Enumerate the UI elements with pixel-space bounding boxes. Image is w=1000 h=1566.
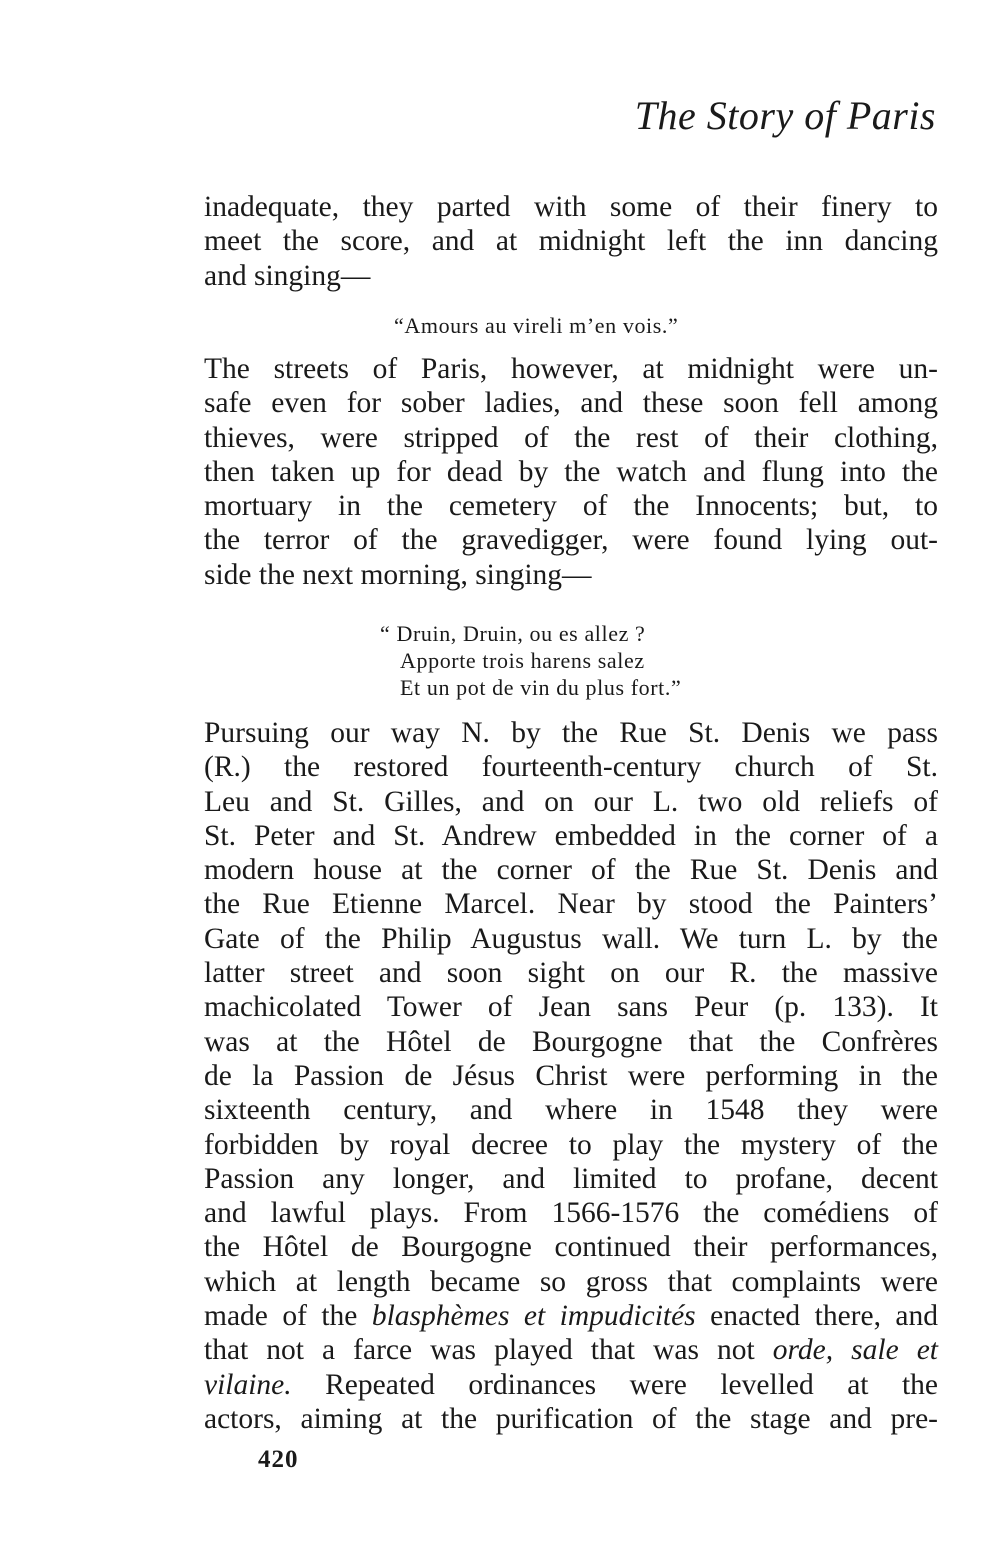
verse-line: “Amours au vireli m’en vois.”: [394, 313, 679, 338]
running-head-title: The Story of Paris: [634, 93, 936, 138]
text-line: [204, 1333, 938, 1367]
text-line: then taken up for dead by the watch and flung into the: [204, 455, 938, 488]
text-line: modern house at the corner of the Rue St. Denis and: [204, 854, 938, 887]
text-run: Repeated ordinances were levelled at the: [291, 1368, 938, 1401]
text-line: Passion any longer, and limited to profane, decent: [204, 1162, 938, 1195]
verse-line: Apporte trois harens salez: [400, 648, 645, 673]
text-line: forbidden by royal decree to play the mystery of the: [204, 1128, 938, 1161]
paragraph-2: [204, 352, 938, 592]
text-line: the terror of the gravedigger, were found lying out-: [204, 524, 938, 557]
text-line: was at the Hôtel de Bourgogne that the Confrères: [204, 1025, 938, 1058]
text-line: meet the score, and at midnight left the inn dancing: [204, 225, 938, 258]
text-line: Gate of the Philip Augustus wall. We turn L. by the: [204, 922, 938, 955]
text-line: St. Peter and St. Andrew embedded in the corner of a: [204, 819, 938, 852]
text-line: and singing—: [204, 259, 371, 292]
text-line: inadequate, they parted with some of their finery to: [204, 191, 938, 223]
text-line: latter street and soon sight on our R. the massive: [204, 957, 938, 990]
text-line: the Rue Etienne Marcel. Near by stood the Painters’: [204, 888, 938, 921]
text-line: The streets of Paris, however, at midnight were un-: [204, 353, 938, 385]
text-line: actors, aiming at the purification of the stage and pre-: [204, 1402, 938, 1435]
text-line: mortuary in the cemetery of the Innocents; but, to: [204, 490, 938, 523]
text-line: side the next morning, singing—: [204, 558, 592, 591]
text-line: Leu and St. Gilles, and on our L. two old reliefs of: [204, 785, 938, 818]
text-line: thieves, were stripped of the rest of their clothing,: [204, 421, 938, 454]
text-line: and lawful plays. From 1566-1576 the comédiens of: [204, 1197, 938, 1230]
text-run: enacted there, and: [695, 1300, 938, 1333]
text-run: that not a farce was played that was not: [204, 1334, 773, 1367]
verse-line: “ Druin, Druin, ou es allez ?: [380, 621, 646, 646]
page-number: 420: [258, 1446, 299, 1473]
text-line: the Hôtel de Bourgogne continued their performances,: [204, 1231, 938, 1264]
paragraph-1: [204, 190, 938, 293]
text-line: (R.) the restored fourteenth-century church of St.: [204, 751, 938, 784]
text-line: [204, 1368, 938, 1402]
italic-phrase: orde, sale et: [772, 1334, 938, 1367]
italic-phrase: vilaine.: [204, 1368, 292, 1401]
text-line: which at length became so gross that complaints were: [204, 1265, 938, 1298]
verse-line: Et un pot de vin du plus fort.”: [400, 675, 682, 700]
text-line: machicolated Tower of Jean sans Peur (p. 133). It: [204, 991, 938, 1024]
italic-phrase: blasphèmes et impudicités: [371, 1300, 696, 1333]
text-run: made of the: [204, 1300, 372, 1333]
verse-quote-2: [380, 620, 681, 701]
text-line: Pursuing our way N. by the Rue St. Denis we pass: [204, 717, 938, 749]
paragraph-3: [204, 716, 938, 1436]
text-line: de la Passion de Jésus Christ were performing in the: [204, 1059, 938, 1092]
text-line: [204, 1299, 938, 1333]
verse-quote-1: [394, 312, 678, 339]
text-line: safe even for sober ladies, and these soon fell among: [204, 387, 938, 420]
text-line: sixteenth century, and where in 1548 they were: [204, 1094, 938, 1127]
